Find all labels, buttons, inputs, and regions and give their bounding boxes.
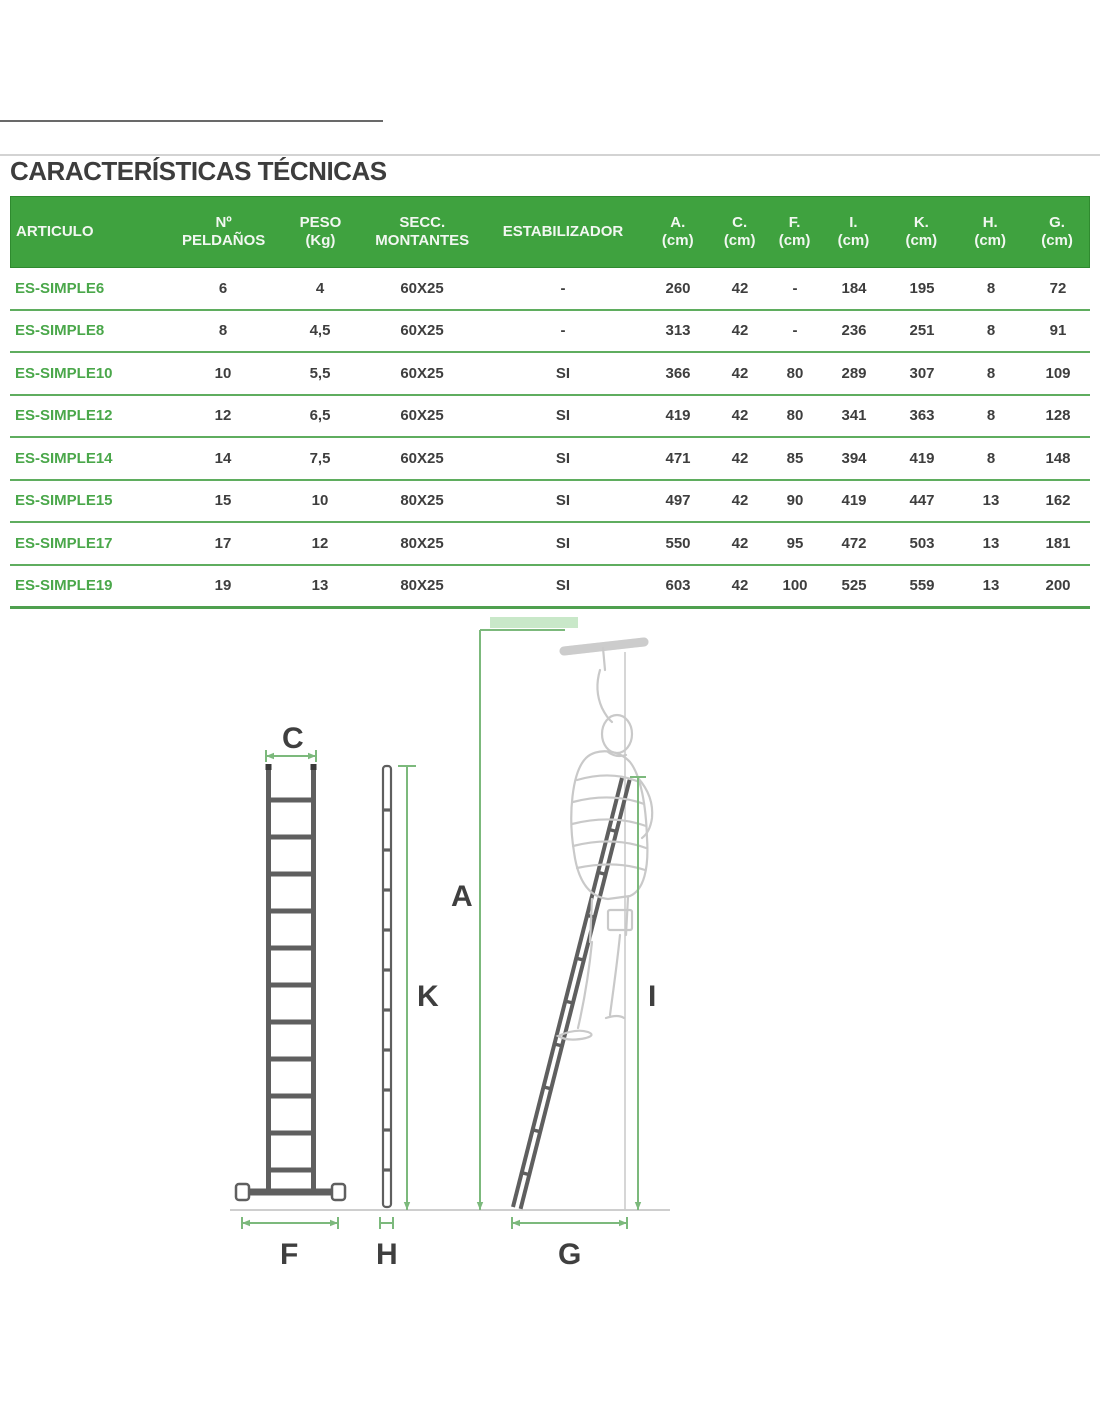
article-cell: ES-SIMPLE12 <box>15 407 113 425</box>
value-cell: 550 <box>665 534 691 552</box>
value-cell: 91 <box>1049 322 1067 340</box>
value-cell: SI <box>555 407 571 425</box>
value-cell: 6,5 <box>309 407 331 425</box>
column-header-c-cm: C. (cm) <box>723 214 756 249</box>
value-cell: 251 <box>909 322 935 340</box>
value-cell: SI <box>555 492 571 510</box>
column-header-i-cm: I. (cm) <box>837 214 870 249</box>
value-cell: 472 <box>841 534 867 552</box>
dim-label-g: G <box>558 1238 582 1271</box>
value-cell: 4,5 <box>309 322 331 340</box>
dim-label-f: F <box>280 1238 299 1271</box>
value-cell: 7,5 <box>309 449 331 467</box>
value-cell: 42 <box>731 449 749 467</box>
value-cell: 8 <box>986 407 996 425</box>
top-partial-rule <box>0 120 383 122</box>
front-view-ladder <box>236 764 345 1200</box>
value-cell: 10 <box>214 364 232 382</box>
value-cell: 184 <box>841 279 867 297</box>
article-cell: ES-SIMPLE8 <box>15 322 105 340</box>
value-cell: 13 <box>982 577 1000 595</box>
column-header-peso: PESO (Kg) <box>299 214 342 249</box>
value-cell: 12 <box>311 534 329 552</box>
value-cell: 42 <box>731 407 749 425</box>
value-cell: 12 <box>214 407 232 425</box>
table-row <box>10 438 1090 481</box>
value-cell: 394 <box>841 449 867 467</box>
value-cell: 366 <box>665 364 691 382</box>
value-cell: 42 <box>731 279 749 297</box>
article-cell: ES-SIMPLE17 <box>15 534 113 552</box>
value-cell: 17 <box>214 534 232 552</box>
table-row <box>10 566 1090 610</box>
column-header-g-cm: G. (cm) <box>1041 214 1073 249</box>
table-row <box>10 353 1090 396</box>
value-cell: 419 <box>909 449 935 467</box>
value-cell: 80 <box>786 407 804 425</box>
value-cell: 42 <box>731 577 749 595</box>
table-row <box>10 311 1090 354</box>
value-cell: 419 <box>665 407 691 425</box>
column-header-articulo: ARTICULO <box>16 223 94 240</box>
value-cell: - <box>792 279 798 297</box>
value-cell: 447 <box>909 492 935 510</box>
dim-label-k: K <box>417 980 439 1013</box>
value-cell: 503 <box>909 534 935 552</box>
ladder-dimension-diagram <box>220 610 690 1300</box>
value-cell: 260 <box>665 279 691 297</box>
value-cell: 8 <box>986 364 996 382</box>
column-header-num-peldanos: Nº PELDAÑOS <box>181 214 266 249</box>
technical-characteristics-table <box>10 196 1090 609</box>
column-header-k-cm: K. (cm) <box>905 214 938 249</box>
article-cell: ES-SIMPLE14 <box>15 449 113 467</box>
column-header-f-cm: F. (cm) <box>778 214 811 249</box>
article-cell: ES-SIMPLE10 <box>15 364 113 382</box>
dim-label-h: H <box>376 1238 398 1271</box>
value-cell: 6 <box>218 279 228 297</box>
value-cell: 363 <box>909 407 935 425</box>
value-cell: 419 <box>841 492 867 510</box>
value-cell: 603 <box>665 577 691 595</box>
value-cell: 42 <box>731 534 749 552</box>
value-cell: 10 <box>311 492 329 510</box>
article-cell: ES-SIMPLE15 <box>15 492 113 510</box>
value-cell: SI <box>555 449 571 467</box>
value-cell: 307 <box>909 364 935 382</box>
value-cell: 13 <box>311 577 329 595</box>
value-cell: 80 <box>786 364 804 382</box>
side-view-ladder <box>383 766 391 1207</box>
value-cell: 289 <box>841 364 867 382</box>
table-row <box>10 523 1090 566</box>
value-cell: 313 <box>665 322 691 340</box>
table-row <box>10 396 1090 439</box>
value-cell: 148 <box>1045 449 1071 467</box>
column-header-h-cm: H. (cm) <box>974 214 1007 249</box>
value-cell: 14 <box>214 449 232 467</box>
value-cell: - <box>792 322 798 340</box>
value-cell: 162 <box>1045 492 1071 510</box>
value-cell: 200 <box>1045 577 1071 595</box>
value-cell: 497 <box>665 492 691 510</box>
value-cell: 8 <box>986 279 996 297</box>
value-cell: - <box>560 279 566 297</box>
dim-label-c: C <box>282 722 304 755</box>
value-cell: 13 <box>982 492 1000 510</box>
value-cell: 72 <box>1049 279 1067 297</box>
article-cell: ES-SIMPLE6 <box>15 279 105 297</box>
value-cell: 525 <box>841 577 867 595</box>
value-cell: 60X25 <box>400 364 444 382</box>
value-cell: 128 <box>1045 407 1071 425</box>
value-cell: 80X25 <box>400 577 444 595</box>
value-cell: 4 <box>315 279 325 297</box>
value-cell: 80X25 <box>400 492 444 510</box>
column-header-estabilizador: ESTABILIZADOR <box>502 223 624 240</box>
value-cell: 109 <box>1045 364 1071 382</box>
table-header-row <box>10 196 1090 268</box>
column-header-secc-montantes: SECC. MONTANTES <box>375 214 470 249</box>
column-header-a-cm: A. (cm) <box>661 214 694 249</box>
dim-label-i: I <box>648 980 657 1013</box>
value-cell: 42 <box>731 322 749 340</box>
value-cell: - <box>560 322 566 340</box>
value-cell: 60X25 <box>400 449 444 467</box>
value-cell: 85 <box>786 449 804 467</box>
value-cell: 80X25 <box>400 534 444 552</box>
value-cell: 5,5 <box>309 364 331 382</box>
value-cell: 19 <box>214 577 232 595</box>
value-cell: 471 <box>665 449 691 467</box>
value-cell: 13 <box>982 534 1000 552</box>
value-cell: 60X25 <box>400 322 444 340</box>
article-cell: ES-SIMPLE19 <box>15 577 113 595</box>
value-cell: 15 <box>214 492 232 510</box>
value-cell: 236 <box>841 322 867 340</box>
value-cell: 60X25 <box>400 279 444 297</box>
table-row <box>10 268 1090 311</box>
value-cell: 90 <box>786 492 804 510</box>
table-body <box>10 268 1090 609</box>
value-cell: SI <box>555 364 571 382</box>
value-cell: 8 <box>986 322 996 340</box>
dim-label-a: A <box>451 880 473 913</box>
value-cell: SI <box>555 577 571 595</box>
value-cell: 42 <box>731 492 749 510</box>
value-cell: 181 <box>1045 534 1071 552</box>
page-title: CARACTERÍSTICAS TÉCNICAS <box>10 156 387 186</box>
value-cell: 100 <box>782 577 808 595</box>
value-cell: 341 <box>841 407 867 425</box>
value-cell: 8 <box>218 322 228 340</box>
value-cell: 195 <box>909 279 935 297</box>
value-cell: 42 <box>731 364 749 382</box>
table-row <box>10 481 1090 524</box>
value-cell: 95 <box>786 534 804 552</box>
value-cell: 8 <box>986 449 996 467</box>
value-cell: 60X25 <box>400 407 444 425</box>
value-cell: 559 <box>909 577 935 595</box>
value-cell: SI <box>555 534 571 552</box>
